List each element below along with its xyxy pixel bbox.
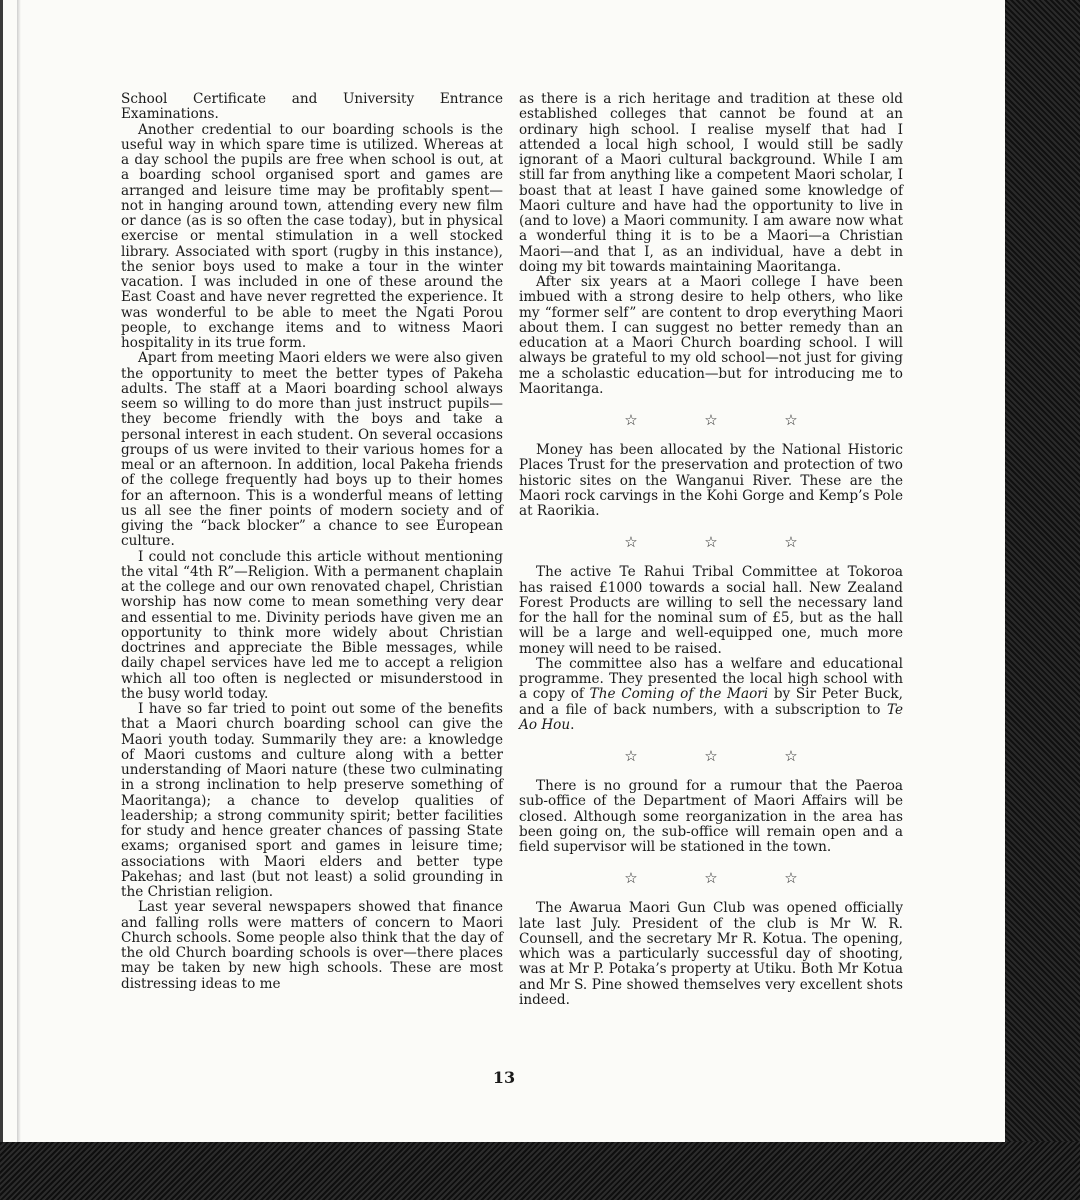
star-icon: ☆ <box>784 869 798 888</box>
star-icon: ☆ <box>784 533 798 552</box>
paragraph-text: The committee also has a welfare and educational programme. They presented the local high school with a copy of <box>519 655 903 703</box>
star-icon: ☆ <box>704 533 718 552</box>
magazine-title: Te Ao Hou <box>519 701 903 733</box>
news-item-tokoroa: The active Te Rahui Tribal Committee at Tokoroa has raised £1000 towards a social hall. New Zealand Forest Products are willing to sell the necessary land for the hall for the nominal sum of £5, but as the hall will be a large and well-equipped one, much more money will need to be raised. <box>519 564 903 657</box>
star-icon: ☆ <box>624 411 638 429</box>
page-number: 13 <box>492 1068 516 1087</box>
article-paragraph: Another credential to our boarding schools is the useful way in which spare time is utilized. Whereas at a day school the pupils are free when school is out, at a boarding school organised sport and games are arranged and leisure time may be profitably spent—not in hanging around town, attending every new film or dance (as is so often the case today), but in physical exercise or mental stimulation in a well stocked library. Associated with sport (rugby in this instance), the senior boys used to make a tour in the winter vacation. I was included in one of these around the East Coast and have never regretted the experience. It was wonderful to be able to meet the Ngati Porou people, to exchange items and to witness Maori hospitality in its true form. <box>121 121 503 351</box>
news-item-awarua: The Awarua Maori Gun Club was opened officially late last July. President of the club is Mr W. R. Counsell, and the secretary Mr R. Kotua. The opening, which was a particularly successful day of shooting, was at Mr P. Potaka’s property at Utiku. Both Mr Kotua and Mr S. Pine showed themselves very excellent shots indeed. <box>519 900 903 1008</box>
right-column <box>519 92 903 1008</box>
star-icon: ☆ <box>704 411 718 429</box>
section-divider-stars <box>519 871 903 886</box>
book-title: The Coming of the Maori <box>589 686 769 703</box>
news-item-tokoroa-cont <box>519 657 903 733</box>
star-icon: ☆ <box>624 747 638 765</box>
page-gutter-shadow <box>17 0 21 1142</box>
closing-period: . <box>570 716 575 733</box>
left-column <box>121 92 503 992</box>
star-icon: ☆ <box>704 747 718 765</box>
news-item-paeroa: There is no ground for a rumour that the Paeroa sub-office of the Department of Maori Affairs will be closed. Although some reorganization in the area has been going on, the sub-office will remain open and a field supervisor will be stationed in the town. <box>519 778 903 855</box>
scan-border-right <box>1002 0 1080 1200</box>
paragraph-text: by Sir Peter Buck, and a file of back numbers, with a subscription to <box>519 686 903 718</box>
article-paragraph: I could not conclude this article without mentioning the vital “4th R”—Religion. With a permanent chaplain at the college and our own renovated chapel, Christian worship has now come to mean something very dear and essential to me. Divinity periods have given me an opportunity to think more widely about Christian doctrines and appreciate the Bible messages, while daily chapel services have led me to accept a religion which all too often is neglected or misunderstood in the busy world today. <box>121 548 503 702</box>
section-divider-stars <box>519 749 903 764</box>
star-icon: ☆ <box>784 747 798 765</box>
star-icon: ☆ <box>624 869 638 888</box>
section-divider-stars <box>519 535 903 550</box>
scan-border-bottom <box>0 1142 1080 1200</box>
article-paragraph: School Certificate and University Entrance Examinations. <box>121 91 503 123</box>
article-paragraph: Last year several newspapers showed that finance and falling rolls were matters of concern to Maori Church schools. Some people also think that the day of the old Church boarding schools is over—there places may be taken by new high schools. These are most distressing ideas to me <box>121 899 503 992</box>
news-item-wanganui: Money has been allocated by the National Historic Places Trust for the preservation and protection of two historic sites on the Wanganui River. These are the Maori rock carvings in the Kohi Gorge and Kemp’s Pole at Raorikia. <box>519 442 903 519</box>
article-paragraph: I have so far tried to point out some of the benefits that a Maori church boarding school can give the Maori youth today. Summarily they are: a knowledge of Maori customs and culture along with a better understanding of Maori nature (these two culminating in a strong inclination to help preserve something of Maoritanga); a chance to develop qualities of leadership; a strong community spirit; better facilities for study and hence greater chances of passing State exams; organised sport and games in leisure time; associations with Maori elders and better type Pakehas; and last (but not least) a solid grounding in the Christian religion. <box>121 701 503 900</box>
star-icon: ☆ <box>704 869 718 888</box>
article-paragraph: as there is a rich heritage and tradition at these old established colleges that cannot be found at an ordinary high school. I realise myself that had I attended a local high school, I would still be sadly ignorant of a Maori cultural background. While I am still far from anything like a competent Maori scholar, I boast that at least I have gained some knowledge of Maori culture and have had the opportunity to live in (and to love) a Maori community. I am aware now what a wonderful thing it is to be a Maori—a Christian Maori—and that I, as an individual, have a debt in doing my bit towards maintaining Maoritanga. <box>519 91 903 275</box>
star-icon: ☆ <box>784 411 798 429</box>
star-icon: ☆ <box>624 533 638 552</box>
section-divider-stars <box>519 413 903 428</box>
article-paragraph: After six years at a Maori college I have been imbued with a strong desire to help others, who like my “former self” are content to drop everything Maori about them. I can suggest no better remedy than an education at a Maori Church boarding school. I will always be grateful to my old school—not just for giving me a scholastic education—but for introducing me to Maoritanga. <box>519 274 903 397</box>
article-paragraph: Apart from meeting Maori elders we were also given the opportunity to meet the better types of Pakeha adults. The staff at a Maori boarding school always seem so willing to do more than just instruct pupils—they become friendly with the boys and take a personal interest in each student. On several occasions groups of us were invited to their various homes for a meal or an afternoon. In addition, local Pakeha friends of the college frequently had boys up to their homes for an afternoon. This is a wonderful means of letting us all see the finer points of modern society and of giving the “back blocker” a chance to see European culture. <box>121 350 503 550</box>
